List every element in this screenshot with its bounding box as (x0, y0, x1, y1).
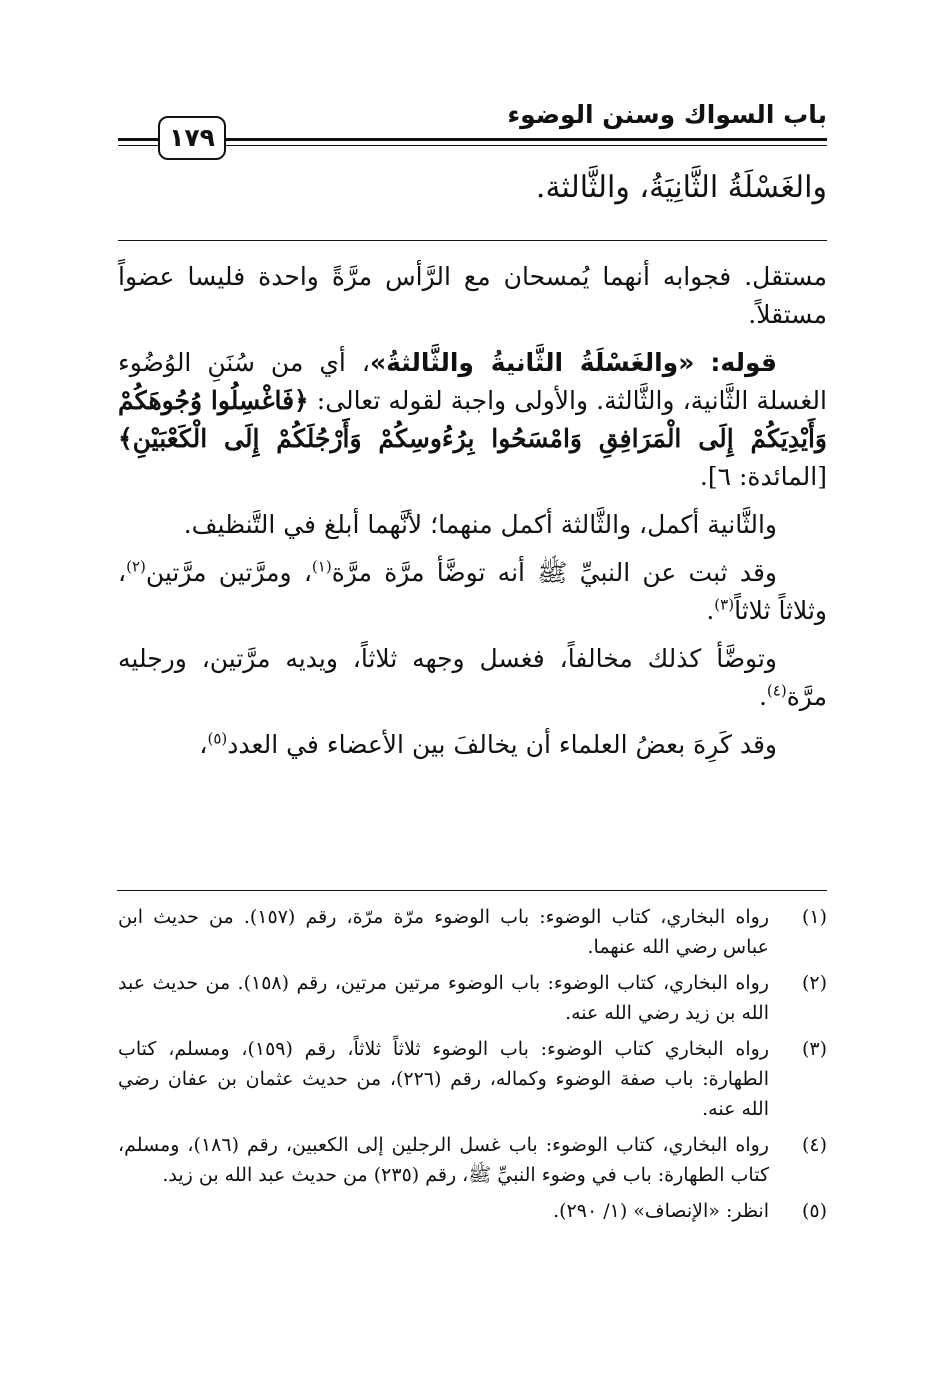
footnote-number: (٤) (801, 1133, 827, 1156)
paragraph-1: مستقل. فجوابه أنهما يُمسحان مع الرَّأس مرَّةً واحدة فليسا عضواً مستقلاً. (118, 262, 827, 329)
footnotes (118, 902, 827, 1231)
chapter-title: باب السواك وسنن الوضوء (507, 100, 827, 129)
paragraph-4 (118, 554, 827, 630)
paragraph-2 (118, 344, 827, 496)
footnote-ref-2: (٢) (126, 557, 146, 576)
footnote-text: انظر: «الإنصاف» (١/ ٢٩٠). (553, 1199, 769, 1222)
footnote-ref-1: (١) (311, 557, 332, 576)
matn-divider (118, 240, 827, 241)
footnote-number: (٥) (801, 1199, 827, 1222)
paragraph-5-part-b: . (758, 682, 767, 711)
paragraph-5-part-a: وتوضَّأ كذلك مخالفاً، فغسل وجهه ثلاثاً، ويديه مرَّتين، ورجليه مرَّة (118, 644, 827, 711)
paragraph-4-part-a: وقد ثبت عن النبيِّ ﷺ أنه توضَّأ مرَّة مرَّة (331, 558, 777, 587)
paragraph-2-text: ، أي من سُنَنِ الوُضُوء الغسلة الثَّانية، والثَّالثة. والأولى واجبة لقوله تعالى: (118, 348, 827, 415)
footnote-ref-4: (٤) (766, 681, 787, 700)
footnote-text: رواه البخاري، كتاب الوضوء: باب الوضوء مرتين مرتين، رقم (١٥٨). من حديث عبد الله بن زيد رضي الله عنه. (118, 971, 769, 1025)
quran-verse: ﴿فَاغْسِلُوا وُجُوهَكُمْ وَأَيْدِيَكُمْ إِلَى الْمَرَافِقِ وَامْسَحُوا بِرُءُوسِكُمْ وَأَرْجُلَكُمْ إِلَى الْكَعْبَيْنِ﴾ (118, 386, 827, 453)
footnote-item (118, 968, 827, 1029)
paragraph-4-part-d: . (706, 596, 715, 625)
footnote-item (118, 1034, 827, 1125)
matn-quote: «والغَسْلَةُ الثَّانيةُ والثَّالثةُ» (369, 348, 695, 377)
footnote-number: (١) (801, 906, 827, 928)
footnote-number: (٢) (801, 971, 827, 994)
footnote-item (118, 902, 827, 963)
paragraph-4-part-b: ، ومرَّتين مرَّتين (145, 558, 312, 587)
footnote-item (118, 1196, 827, 1226)
footnote-text: رواه البخاري، كتاب الوضوء: باب غسل الرجلين إلى الكعبين، رقم (١٨٦)، ومسلم، كتاب الطهارة: باب في وضوء النبيِّ ﷺ، رقم (٢٣٥) من حديث عبد الله بن زيد. (118, 1133, 769, 1187)
footnote-number: (٣) (801, 1037, 827, 1060)
verse-reference: [المائدة: ٦]. (699, 462, 827, 491)
footnote-ref-5: (٥) (207, 729, 228, 748)
paragraph-6-part-b: ، (199, 730, 208, 759)
paragraph-3: والثَّانية أكمل، والثَّالثة أكمل منهما؛ لأنَّهما أبلغ في التَّنظيف. (183, 510, 777, 539)
footnote-text: رواه البخاري كتاب الوضوء: باب الوضوء ثلاثاً ثلاثاً، رقم (١٥٩)، ومسلم، كتاب الطهارة: باب صفة الوضوء وكماله، رقم (٢٢٦)، من حديث عثمان بن عفان رضي الله عنه. (118, 1037, 770, 1121)
commentary-body (118, 258, 827, 774)
qawluhu-label: قوله: (710, 348, 777, 377)
footnote-text: رواه البخاري، كتاب الوضوء: باب الوضوء مرّة مرّة، رقم (١٥٧). من حديث ابن عباس رضي الله عنهما. (118, 906, 770, 959)
paragraph-5 (118, 640, 827, 716)
footnote-item (118, 1130, 827, 1191)
paragraph-6 (118, 726, 827, 764)
matn-line: والغَسْلَةُ الثَّانِيَةُ، والثَّالثة. (535, 170, 827, 205)
page-number: ١٧٩ (158, 116, 226, 160)
footnote-rule (117, 890, 827, 891)
paragraph-4-part-c: ، وثلاثاً ثلاثاً (118, 558, 827, 625)
footnote-ref-3: (٣) (714, 595, 735, 614)
paragraph-6-part-a: وقد كَرِهَ بعضُ العلماء أن يخالفَ بين الأعضاء في العدد (227, 730, 777, 759)
